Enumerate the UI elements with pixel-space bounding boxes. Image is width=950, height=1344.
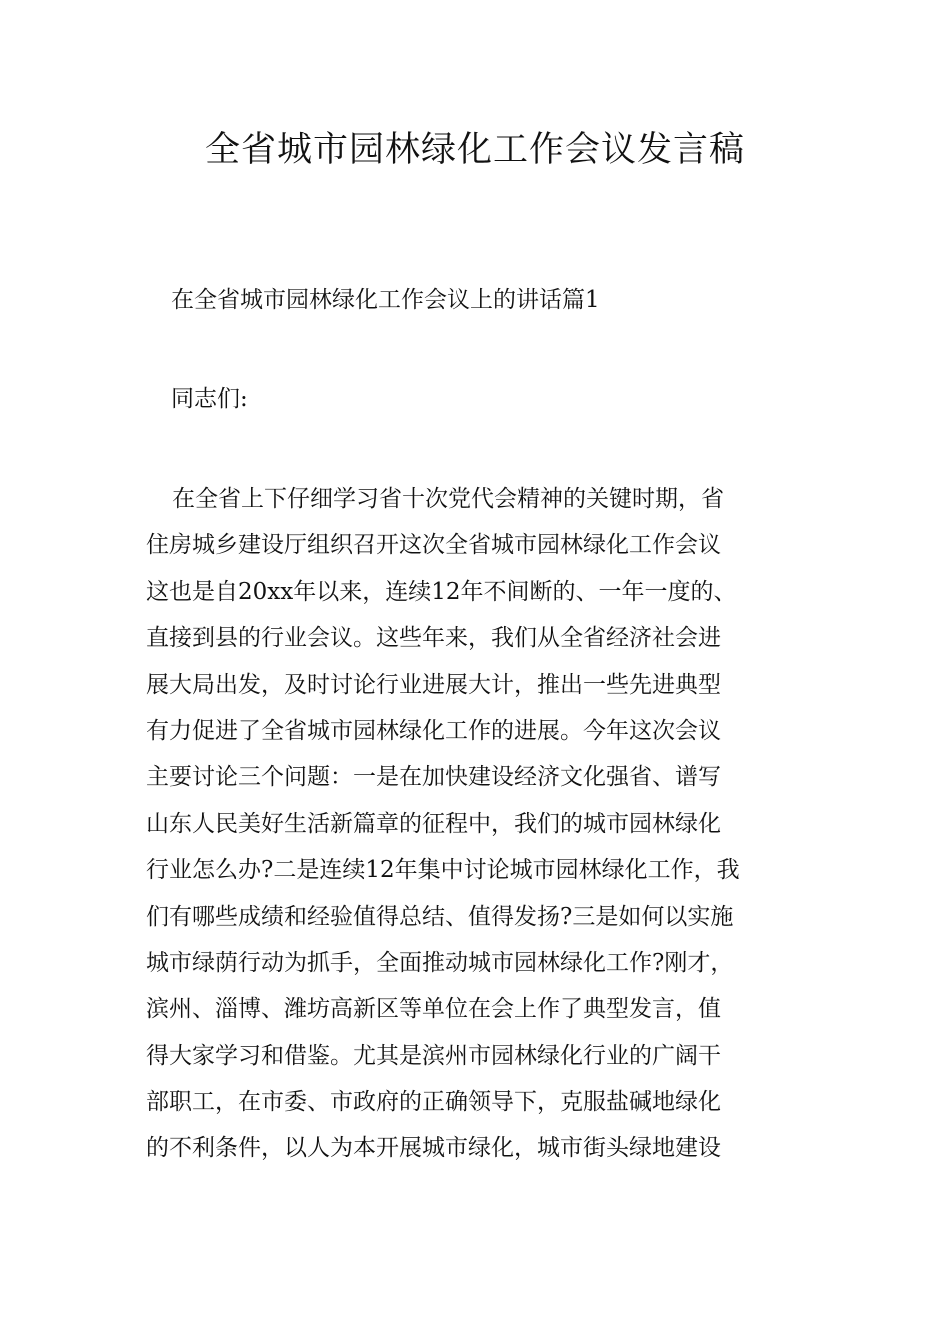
body-line: 直接到县的行业会议。这些年来，我们从全省经济社会进 <box>146 625 721 652</box>
body-line: 部职工，在市委、市政府的正确领导下，克服盐碱地绿化 <box>146 1089 721 1116</box>
body-line: 山东人民美好生活新篇章的征程中，我们的城市园林绿化 <box>146 810 721 837</box>
body-line: 们有哪些成绩和经验值得总结、值得发扬?三是如何以实施 <box>146 903 734 930</box>
body-line: 有力促进了全省城市园林绿化工作的进展。今年这次会议 <box>146 717 721 744</box>
body-line: 的不利条件，以人为本开展城市绿化，城市街头绿地建设 <box>146 1135 721 1162</box>
body-line: 滨州、淄博、潍坊高新区等单位在会上作了典型发言，值 <box>146 996 721 1023</box>
document-title: 全省城市园林绿化工作会议发言稿 <box>204 130 745 170</box>
body-line: 主要讨论三个问题：一是在加快建设经济文化强省、谱写 <box>146 764 721 791</box>
speech-body <box>146 482 816 1178</box>
body-line: 这也是自20xx年以来，连续12年不间断的、一年一度的、 <box>146 578 737 605</box>
body-line: 行业怎么办?二是连续12年集中讨论城市园林绿化工作，我 <box>146 857 740 884</box>
body-line: 得大家学习和借鉴。尤其是滨州市园林绿化行业的广阔干 <box>146 1042 721 1069</box>
greeting: 同志们: <box>171 386 248 412</box>
body-line: 展大局出发，及时讨论行业进展大计，推出一些先进典型 <box>146 671 721 698</box>
body-line: 在全省上下仔细学习省十次党代会精神的关键时期，省 <box>172 486 724 512</box>
body-line: 住房城乡建设厅组织召开这次全省城市园林绿化工作会议 <box>146 532 721 559</box>
body-line: 城市绿荫行动为抓手，全面推动城市园林绿化工作?刚才， <box>146 949 734 976</box>
speech-subtitle: 在全省城市园林绿化工作会议上的讲话篇1 <box>171 287 600 313</box>
